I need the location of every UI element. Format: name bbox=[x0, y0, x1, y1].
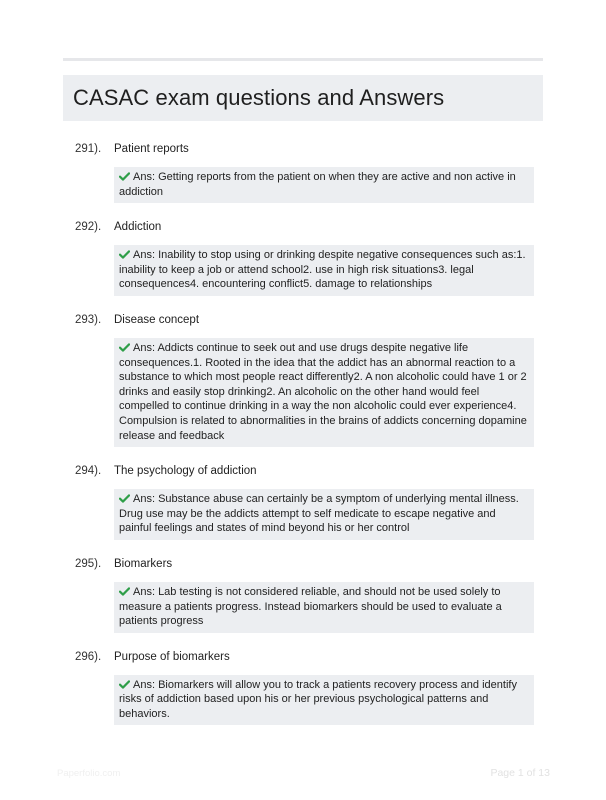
qa-item bbox=[63, 143, 543, 203]
check-icon bbox=[119, 680, 130, 689]
question-number: 294). bbox=[75, 465, 102, 478]
question-row bbox=[63, 314, 543, 326]
answer-box bbox=[114, 675, 534, 726]
answer-box bbox=[114, 245, 534, 296]
question-row bbox=[63, 221, 543, 233]
question-row bbox=[63, 143, 543, 155]
answer-text: Ans: Lab testing is not considered reliable, and should not be used solely to measure a patients progress. Instead biomarkers should be used to evaluate a patients progress bbox=[119, 585, 502, 628]
question-row bbox=[63, 465, 543, 477]
answer-box bbox=[114, 489, 534, 540]
answer-text: Ans: Addicts continue to seek out and use drugs despite negative life consequences.1. Rooted in the idea that the addict has an abnormal reaction to a substance to which most people react differently2. A non alcoholic could have 1 or 2 drinks and easily stop drinking2. An alcoholic on the other hand would feel compelled to continue drinking in a way the non alcoholic could ever experience4. Compulsion is related to abnormalities in the brains of addicts concerning dopamine release and feedback bbox=[119, 341, 527, 442]
question-number: 295). bbox=[75, 557, 102, 570]
check-icon bbox=[119, 172, 130, 181]
top-divider bbox=[63, 58, 543, 61]
answer-box bbox=[114, 582, 534, 633]
question-number: 292). bbox=[75, 221, 102, 234]
question-text: Purpose of biomarkers bbox=[114, 650, 230, 663]
answer-text: Ans: Biomarkers will allow you to track a patients recovery process and identify risks of addiction based upon his or her previous psychological patterns and behaviors. bbox=[119, 678, 517, 720]
qa-item bbox=[63, 558, 543, 633]
answer-box bbox=[114, 167, 534, 203]
title-banner bbox=[63, 75, 543, 121]
check-icon bbox=[119, 250, 130, 259]
question-number: 293). bbox=[75, 313, 102, 326]
question-list bbox=[63, 143, 543, 743]
answer-text: Ans: Substance abuse can certainly be a symptom of underlying mental illness. Drug use may be the addicts attempt to self medicate to escape negative and painful feelings and states of mind beyond his or her control bbox=[119, 493, 519, 535]
question-text: The psychology of addiction bbox=[114, 465, 257, 478]
footer-watermark: Paperfolio.com bbox=[57, 768, 121, 779]
check-icon bbox=[119, 587, 130, 596]
check-icon bbox=[119, 494, 130, 503]
question-number: 296). bbox=[75, 650, 102, 663]
page-title: CASAC exam questions and Answers bbox=[73, 85, 445, 110]
question-text: Patient reports bbox=[114, 143, 189, 155]
question-number: 291). bbox=[75, 143, 102, 155]
answer-text: Ans: Inability to stop using or drinking despite negative consequences such as:1. inability to keep a job or attend school2. use in high risk situations3. legal consequences4. encountering conflict5. damage to relationships bbox=[119, 249, 526, 291]
question-text: Biomarkers bbox=[114, 557, 173, 570]
question-row bbox=[63, 651, 543, 663]
question-text: Disease concept bbox=[114, 313, 200, 326]
qa-item bbox=[63, 465, 543, 540]
qa-item bbox=[63, 221, 543, 296]
question-text: Addiction bbox=[114, 221, 162, 234]
page-indicator: Page 1 of 13 bbox=[490, 767, 550, 779]
question-row bbox=[63, 558, 543, 570]
check-icon bbox=[119, 343, 130, 352]
qa-item bbox=[63, 314, 543, 447]
answer-text: Ans: Getting reports from the patient on when they are active and non active in addiction bbox=[119, 171, 516, 198]
qa-item bbox=[63, 651, 543, 726]
answer-box bbox=[114, 338, 534, 447]
